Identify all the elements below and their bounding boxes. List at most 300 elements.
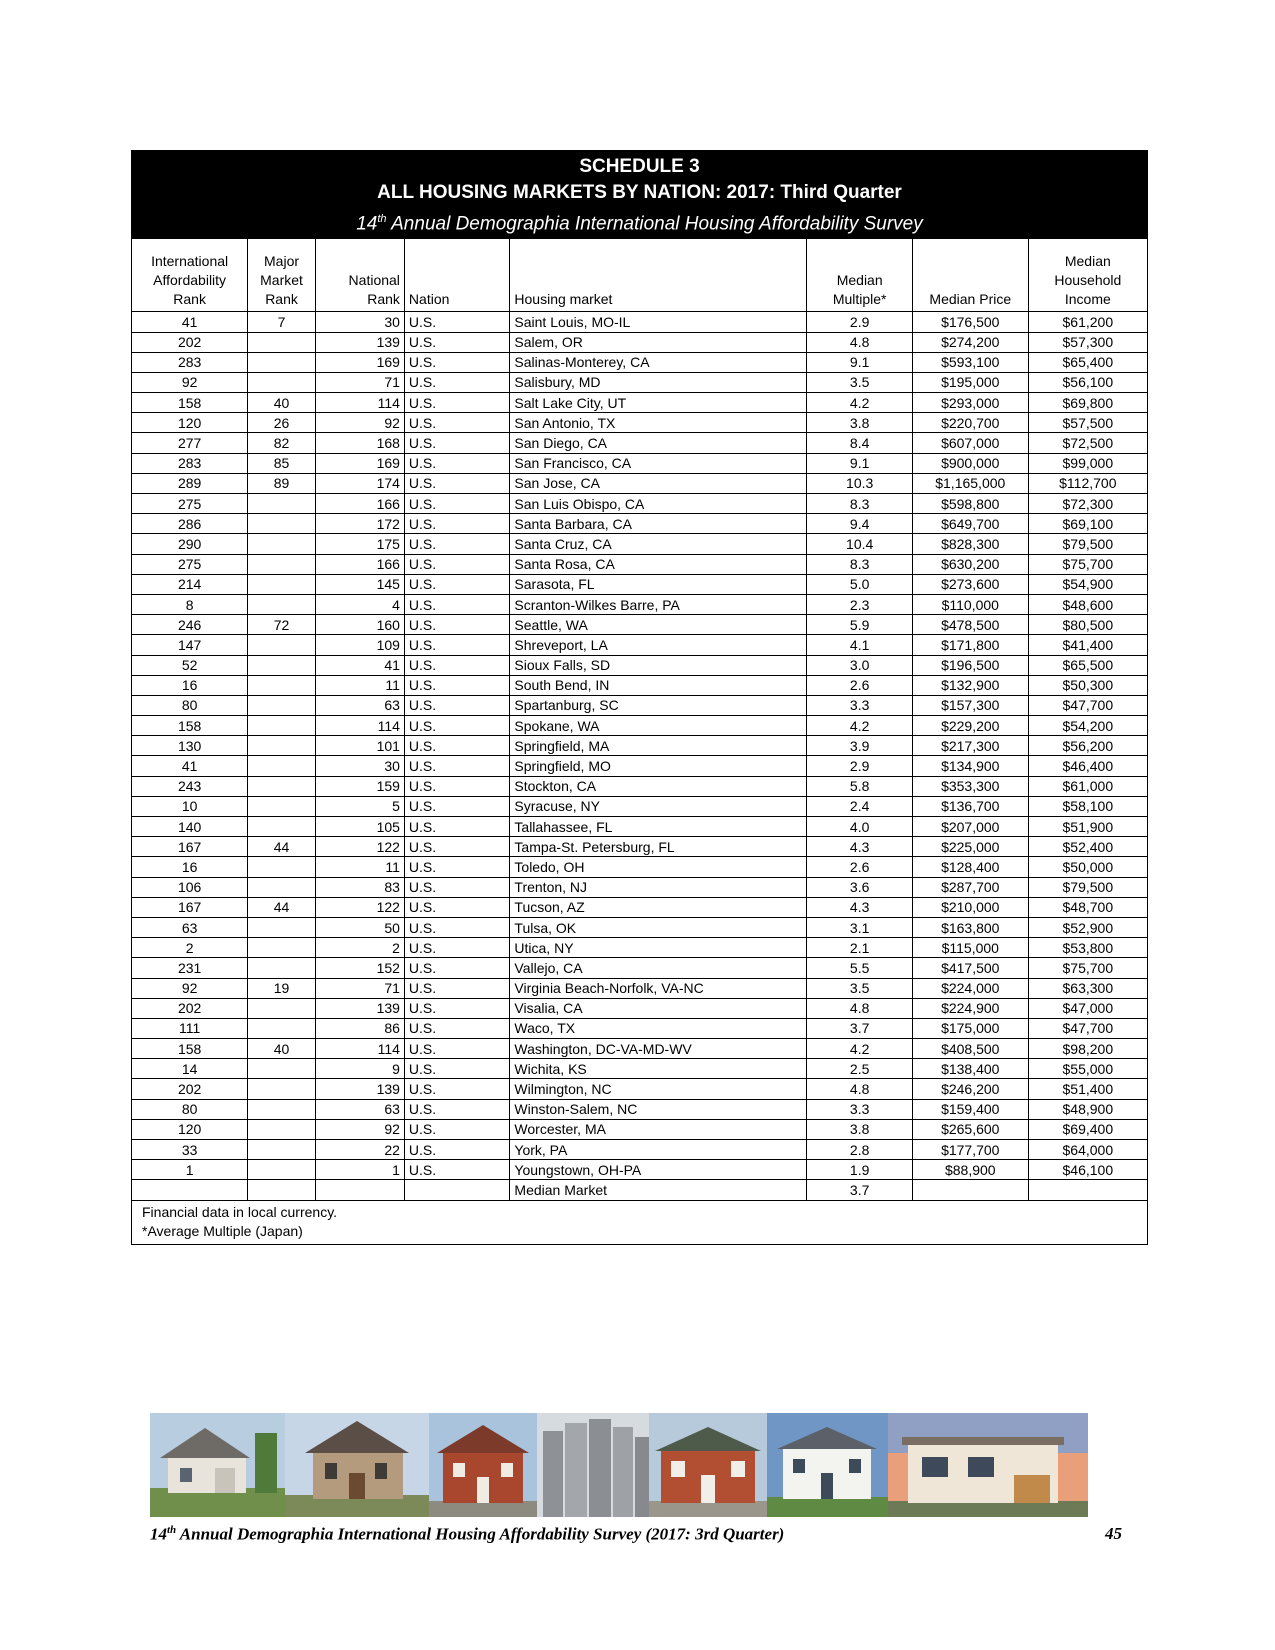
cell-housing-market: Toledo, OH <box>510 857 807 877</box>
cell-nation: U.S. <box>404 796 509 816</box>
cell-median-price: $207,000 <box>912 817 1028 837</box>
cell-national-rank: 50 <box>315 917 404 937</box>
cell-median-income: $57,300 <box>1028 332 1147 352</box>
house-photo-strip <box>150 1413 1190 1517</box>
table-row <box>132 1079 1147 1099</box>
cell-median-price: $224,000 <box>912 978 1028 998</box>
cell-nation: U.S. <box>404 574 509 594</box>
cell-nation: U.S. <box>404 938 509 958</box>
cell-national-rank: 166 <box>315 554 404 574</box>
cell-housing-market: Springfield, MO <box>510 756 807 776</box>
cell-nation: U.S. <box>404 837 509 857</box>
cell-housing-market: Syracuse, NY <box>510 796 807 816</box>
cell-median-price: $220,700 <box>912 413 1028 433</box>
col-median-income: Median Household Income <box>1028 239 1147 312</box>
cell-national-rank: 2 <box>315 938 404 958</box>
cell-national-rank: 71 <box>315 978 404 998</box>
cell-intl-rank: 130 <box>132 736 248 756</box>
stone-house-photo <box>285 1413 429 1517</box>
cell-major-rank <box>248 817 316 837</box>
cell-national-rank: 30 <box>315 312 404 332</box>
cell-intl-rank: 10 <box>132 796 248 816</box>
cell-national-rank: 160 <box>315 615 404 635</box>
cell-intl-rank: 120 <box>132 413 248 433</box>
cell-major-rank <box>248 938 316 958</box>
cell-median-income: $46,400 <box>1028 756 1147 776</box>
cell-median-price: $138,400 <box>912 1059 1028 1079</box>
table-row <box>132 332 1147 352</box>
cell-nation: U.S. <box>404 615 509 635</box>
schedule-table-block <box>131 150 1148 1245</box>
cell-major-rank <box>248 796 316 816</box>
cell-intl-rank: 2 <box>132 938 248 958</box>
cell-nation: U.S. <box>404 534 509 554</box>
cell-major-rank: 26 <box>248 413 316 433</box>
cell-median-price: $273,600 <box>912 574 1028 594</box>
cell-median-income: $72,500 <box>1028 433 1147 453</box>
cell-major-rank <box>248 716 316 736</box>
cell-intl-rank: 120 <box>132 1119 248 1139</box>
cell-median-multiple: 2.9 <box>807 756 912 776</box>
cell-median-multiple: 3.5 <box>807 372 912 392</box>
cell-median-price: $171,800 <box>912 635 1028 655</box>
cell-major-rank: 19 <box>248 978 316 998</box>
cell-median-multiple: 4.3 <box>807 837 912 857</box>
cell-housing-market: Sioux Falls, SD <box>510 655 807 675</box>
cell-housing-market: Visalia, CA <box>510 998 807 1018</box>
cell-major-rank <box>248 554 316 574</box>
cell-intl-rank <box>132 1180 248 1200</box>
cell-intl-rank: 202 <box>132 998 248 1018</box>
cell-median-income: $69,800 <box>1028 393 1147 413</box>
cell-median-price: $115,000 <box>912 938 1028 958</box>
schedule-title: ALL HOUSING MARKETS BY NATION: 2017: Third Quarter <box>377 182 902 203</box>
cell-national-rank: 5 <box>315 796 404 816</box>
cell-nation: U.S. <box>404 332 509 352</box>
table-row <box>132 514 1147 534</box>
cell-major-rank: 89 <box>248 473 316 493</box>
cell-intl-rank: 158 <box>132 1039 248 1059</box>
white-colonial-house-photo <box>767 1413 888 1517</box>
cell-median-multiple: 3.8 <box>807 413 912 433</box>
cell-nation: U.S. <box>404 917 509 937</box>
cell-major-rank <box>248 736 316 756</box>
table-row <box>132 1119 1147 1139</box>
cell-median-income: $54,200 <box>1028 716 1147 736</box>
cell-national-rank: 175 <box>315 534 404 554</box>
note-currency: Financial data in local currency. <box>142 1203 338 1220</box>
cell-intl-rank: 167 <box>132 897 248 917</box>
cell-median-price: $110,000 <box>912 594 1028 614</box>
cell-median-price: $478,500 <box>912 615 1028 635</box>
cell-nation: U.S. <box>404 594 509 614</box>
cell-nation: U.S. <box>404 897 509 917</box>
table-row <box>132 796 1147 816</box>
cell-nation: U.S. <box>404 635 509 655</box>
cell-median-price: $196,500 <box>912 655 1028 675</box>
cell-national-rank: 159 <box>315 776 404 796</box>
cell-median-price: $177,700 <box>912 1140 1028 1160</box>
cell-housing-market: Springfield, MA <box>510 736 807 756</box>
cell-national-rank: 139 <box>315 1079 404 1099</box>
cell-major-rank <box>248 1140 316 1160</box>
table-row <box>132 1059 1147 1079</box>
cell-median-price: $828,300 <box>912 534 1028 554</box>
cell-nation: U.S. <box>404 1119 509 1139</box>
cell-intl-rank: 111 <box>132 1018 248 1038</box>
cell-national-rank: 109 <box>315 635 404 655</box>
cell-median-price: $630,200 <box>912 554 1028 574</box>
cell-nation <box>404 1180 509 1200</box>
cell-median-income: $50,300 <box>1028 675 1147 695</box>
cell-median-multiple: 3.1 <box>807 917 912 937</box>
table-row <box>132 534 1147 554</box>
cell-housing-market: Santa Cruz, CA <box>510 534 807 554</box>
cell-median-income: $72,300 <box>1028 494 1147 514</box>
cell-nation: U.S. <box>404 554 509 574</box>
cell-intl-rank: 16 <box>132 857 248 877</box>
cell-intl-rank: 80 <box>132 1099 248 1119</box>
cell-nation: U.S. <box>404 998 509 1018</box>
cell-nation: U.S. <box>404 695 509 715</box>
cell-median-price: $598,800 <box>912 494 1028 514</box>
cell-national-rank: 166 <box>315 494 404 514</box>
cell-housing-market: Spartanburg, SC <box>510 695 807 715</box>
cell-median-multiple: 3.9 <box>807 736 912 756</box>
cell-median-income: $75,700 <box>1028 554 1147 574</box>
cell-intl-rank: 214 <box>132 574 248 594</box>
cell-housing-market: Santa Rosa, CA <box>510 554 807 574</box>
cell-national-rank: 152 <box>315 958 404 978</box>
cell-housing-market: South Bend, IN <box>510 675 807 695</box>
table-row <box>132 1180 1147 1200</box>
cell-housing-market: Trenton, NJ <box>510 877 807 897</box>
cell-intl-rank: 202 <box>132 332 248 352</box>
cell-housing-market: Median Market <box>510 1180 807 1200</box>
cell-major-rank <box>248 332 316 352</box>
cell-median-income: $46,100 <box>1028 1160 1147 1180</box>
cell-intl-rank: 106 <box>132 877 248 897</box>
cell-housing-market: Utica, NY <box>510 938 807 958</box>
table-row <box>132 675 1147 695</box>
cell-major-rank <box>248 1079 316 1099</box>
cell-median-multiple: 3.7 <box>807 1018 912 1038</box>
cell-major-rank <box>248 1018 316 1038</box>
cell-housing-market: Salem, OR <box>510 332 807 352</box>
cell-median-price: $224,900 <box>912 998 1028 1018</box>
cell-housing-market: Seattle, WA <box>510 615 807 635</box>
cell-median-income: $80,500 <box>1028 615 1147 635</box>
cell-nation: U.S. <box>404 817 509 837</box>
cell-housing-market: Stockton, CA <box>510 776 807 796</box>
cell-median-income: $65,400 <box>1028 352 1147 372</box>
footer-sup: th <box>167 1524 177 1536</box>
col-nation: Nation <box>404 239 509 312</box>
cell-median-price: $408,500 <box>912 1039 1028 1059</box>
cell-median-income: $79,500 <box>1028 877 1147 897</box>
table-row <box>132 978 1147 998</box>
cell-median-price: $159,400 <box>912 1099 1028 1119</box>
cell-median-price: $353,300 <box>912 776 1028 796</box>
cell-housing-market: Salisbury, MD <box>510 372 807 392</box>
cell-nation: U.S. <box>404 978 509 998</box>
cell-median-multiple: 4.3 <box>807 897 912 917</box>
cell-median-income: $47,700 <box>1028 1018 1147 1038</box>
cell-major-rank <box>248 776 316 796</box>
cell-intl-rank: 286 <box>132 514 248 534</box>
cell-national-rank: 139 <box>315 998 404 1018</box>
cell-median-price: $417,500 <box>912 958 1028 978</box>
cell-median-price: $195,000 <box>912 372 1028 392</box>
cell-nation: U.S. <box>404 877 509 897</box>
table-row <box>132 554 1147 574</box>
cell-median-income: $63,300 <box>1028 978 1147 998</box>
cell-median-multiple: 3.7 <box>807 1180 912 1200</box>
table-row <box>132 312 1147 332</box>
cell-median-multiple: 3.0 <box>807 655 912 675</box>
cell-nation: U.S. <box>404 433 509 453</box>
cell-major-rank <box>248 998 316 1018</box>
cell-median-income <box>1028 1180 1147 1200</box>
cell-median-price: $229,200 <box>912 716 1028 736</box>
cell-national-rank: 105 <box>315 817 404 837</box>
cell-housing-market: Tucson, AZ <box>510 897 807 917</box>
cell-major-rank <box>248 494 316 514</box>
table-row <box>132 594 1147 614</box>
cell-median-income: $54,900 <box>1028 574 1147 594</box>
cell-national-rank: 169 <box>315 352 404 372</box>
cell-median-income: $69,100 <box>1028 514 1147 534</box>
cell-median-multiple: 2.3 <box>807 594 912 614</box>
cell-housing-market: Youngstown, OH-PA <box>510 1160 807 1180</box>
cell-intl-rank: 92 <box>132 372 248 392</box>
cell-median-multiple: 4.2 <box>807 393 912 413</box>
cell-median-multiple: 4.2 <box>807 1039 912 1059</box>
cell-nation: U.S. <box>404 1099 509 1119</box>
cell-intl-rank: 147 <box>132 635 248 655</box>
table-row <box>132 433 1147 453</box>
cell-median-income: $64,000 <box>1028 1140 1147 1160</box>
cell-median-multiple: 3.3 <box>807 1099 912 1119</box>
cell-housing-market: Waco, TX <box>510 1018 807 1038</box>
footer-title <box>150 1524 784 1545</box>
cell-nation: U.S. <box>404 1160 509 1180</box>
cell-nation: U.S. <box>404 352 509 372</box>
cell-housing-market: San Francisco, CA <box>510 453 807 473</box>
table-row <box>132 655 1147 675</box>
cell-nation: U.S. <box>404 736 509 756</box>
survey-title <box>132 206 1147 237</box>
table-notes <box>132 1200 1147 1244</box>
cell-median-multiple: 9.1 <box>807 453 912 473</box>
cell-median-multiple: 2.9 <box>807 312 912 332</box>
cell-median-income: $65,500 <box>1028 655 1147 675</box>
table-row <box>132 695 1147 715</box>
cell-nation: U.S. <box>404 776 509 796</box>
cell-housing-market: Spokane, WA <box>510 716 807 736</box>
cell-intl-rank: 33 <box>132 1140 248 1160</box>
cell-national-rank: 63 <box>315 1099 404 1119</box>
red-brick-house-photo <box>649 1413 767 1517</box>
table-row <box>132 453 1147 473</box>
cell-median-income: $48,600 <box>1028 594 1147 614</box>
cell-national-rank: 172 <box>315 514 404 534</box>
cell-nation: U.S. <box>404 1079 509 1099</box>
cell-median-price: $593,100 <box>912 352 1028 372</box>
cell-nation: U.S. <box>404 716 509 736</box>
cell-median-price: $136,700 <box>912 796 1028 816</box>
table-row <box>132 1099 1147 1119</box>
cell-median-income: $41,400 <box>1028 635 1147 655</box>
cell-major-rank <box>248 514 316 534</box>
cell-intl-rank: 277 <box>132 433 248 453</box>
cell-national-rank: 101 <box>315 736 404 756</box>
table-row <box>132 897 1147 917</box>
cell-median-price: $163,800 <box>912 917 1028 937</box>
table-row <box>132 1039 1147 1059</box>
cell-major-rank <box>248 877 316 897</box>
footer-rest: Annual Demographia International Housing Affordability Survey (2017: 3rd Quarter) <box>176 1524 785 1544</box>
cell-intl-rank: 283 <box>132 352 248 372</box>
cell-major-rank: 40 <box>248 393 316 413</box>
cell-nation: U.S. <box>404 473 509 493</box>
col-major-rank: Major Market Rank <box>248 239 316 312</box>
table-row <box>132 1018 1147 1038</box>
cell-median-multiple: 5.9 <box>807 615 912 635</box>
cell-intl-rank: 283 <box>132 453 248 473</box>
table-row <box>132 817 1147 837</box>
cell-median-income: $79,500 <box>1028 534 1147 554</box>
cell-nation: U.S. <box>404 1140 509 1160</box>
cell-nation: U.S. <box>404 413 509 433</box>
cell-major-rank: 82 <box>248 433 316 453</box>
page-footer <box>150 1524 1122 1545</box>
cell-national-rank: 41 <box>315 655 404 675</box>
table-body <box>132 312 1147 1200</box>
cell-median-price: $1,165,000 <box>912 473 1028 493</box>
cell-national-rank: 114 <box>315 716 404 736</box>
cell-intl-rank: 275 <box>132 494 248 514</box>
cell-housing-market: Salinas-Monterey, CA <box>510 352 807 372</box>
table-row <box>132 413 1147 433</box>
cell-major-rank <box>248 1119 316 1139</box>
cell-national-rank: 63 <box>315 695 404 715</box>
cell-national-rank: 169 <box>315 453 404 473</box>
cell-housing-market: San Luis Obispo, CA <box>510 494 807 514</box>
schedule-header <box>132 151 1147 239</box>
cell-major-rank <box>248 352 316 372</box>
cell-median-price: $649,700 <box>912 514 1028 534</box>
cell-major-rank <box>248 1099 316 1119</box>
cell-national-rank: 30 <box>315 756 404 776</box>
cell-median-income: $53,800 <box>1028 938 1147 958</box>
cell-median-price: $175,000 <box>912 1018 1028 1038</box>
cell-nation: U.S. <box>404 312 509 332</box>
cell-nation: U.S. <box>404 1039 509 1059</box>
cell-major-rank <box>248 1059 316 1079</box>
cell-national-rank: 145 <box>315 574 404 594</box>
cell-median-income: $61,200 <box>1028 312 1147 332</box>
cell-nation: U.S. <box>404 958 509 978</box>
cell-median-income: $75,700 <box>1028 958 1147 978</box>
cell-median-multiple: 2.6 <box>807 675 912 695</box>
cell-national-rank: 122 <box>315 897 404 917</box>
table-row <box>132 756 1147 776</box>
cell-national-rank: 83 <box>315 877 404 897</box>
cell-national-rank: 92 <box>315 413 404 433</box>
cell-median-price: $265,600 <box>912 1119 1028 1139</box>
cell-median-multiple: 3.3 <box>807 695 912 715</box>
table-row <box>132 917 1147 937</box>
cell-intl-rank: 231 <box>132 958 248 978</box>
cell-median-income: $47,700 <box>1028 695 1147 715</box>
cell-major-rank <box>248 857 316 877</box>
cell-median-price: $210,000 <box>912 897 1028 917</box>
cell-median-price: $132,900 <box>912 675 1028 695</box>
cell-housing-market: Wilmington, NC <box>510 1079 807 1099</box>
cell-national-rank: 86 <box>315 1018 404 1038</box>
cell-median-price: $217,300 <box>912 736 1028 756</box>
cell-major-rank <box>248 594 316 614</box>
cell-housing-market: Salt Lake City, UT <box>510 393 807 413</box>
cell-median-multiple: 2.5 <box>807 1059 912 1079</box>
cell-median-income: $98,200 <box>1028 1039 1147 1059</box>
cell-major-rank: 85 <box>248 453 316 473</box>
cell-median-multiple: 3.5 <box>807 978 912 998</box>
cell-housing-market: Shreveport, LA <box>510 635 807 655</box>
cell-nation: U.S. <box>404 453 509 473</box>
cell-intl-rank: 41 <box>132 756 248 776</box>
cell-median-price: $246,200 <box>912 1079 1028 1099</box>
cell-intl-rank: 246 <box>132 615 248 635</box>
cell-median-multiple: 5.5 <box>807 958 912 978</box>
note-multiple: *Average Multiple (Japan) <box>142 1222 303 1239</box>
cell-housing-market: Worcester, MA <box>510 1119 807 1139</box>
cell-median-multiple: 4.1 <box>807 635 912 655</box>
col-housing-market: Housing market <box>510 239 807 312</box>
cell-nation: U.S. <box>404 756 509 776</box>
cell-housing-market: Tulsa, OK <box>510 917 807 937</box>
cell-median-multiple: 4.8 <box>807 1079 912 1099</box>
table-row <box>132 958 1147 978</box>
cell-intl-rank: 16 <box>132 675 248 695</box>
cell-major-rank: 40 <box>248 1039 316 1059</box>
cell-major-rank <box>248 756 316 776</box>
cell-median-price: $176,500 <box>912 312 1028 332</box>
cell-major-rank <box>248 675 316 695</box>
cell-national-rank: 114 <box>315 393 404 413</box>
table-row <box>132 938 1147 958</box>
cell-major-rank <box>248 1160 316 1180</box>
cell-median-price: $157,300 <box>912 695 1028 715</box>
cell-median-price: $607,000 <box>912 433 1028 453</box>
table-header-row <box>132 239 1147 312</box>
cell-major-rank <box>248 695 316 715</box>
cell-housing-market: Wichita, KS <box>510 1059 807 1079</box>
cell-median-multiple: 4.8 <box>807 998 912 1018</box>
survey-title-rest: Annual Demographia International Housing Affordability Survey <box>386 213 923 235</box>
cell-national-rank: 92 <box>315 1119 404 1139</box>
cell-housing-market: San Diego, CA <box>510 433 807 453</box>
table-row <box>132 837 1147 857</box>
cell-housing-market: Washington, DC-VA-MD-WV <box>510 1039 807 1059</box>
cell-national-rank: 1 <box>315 1160 404 1180</box>
cell-intl-rank: 80 <box>132 695 248 715</box>
cell-median-multiple: 1.9 <box>807 1160 912 1180</box>
cell-major-rank <box>248 574 316 594</box>
cell-housing-market: Winston-Salem, NC <box>510 1099 807 1119</box>
cell-intl-rank: 167 <box>132 837 248 857</box>
